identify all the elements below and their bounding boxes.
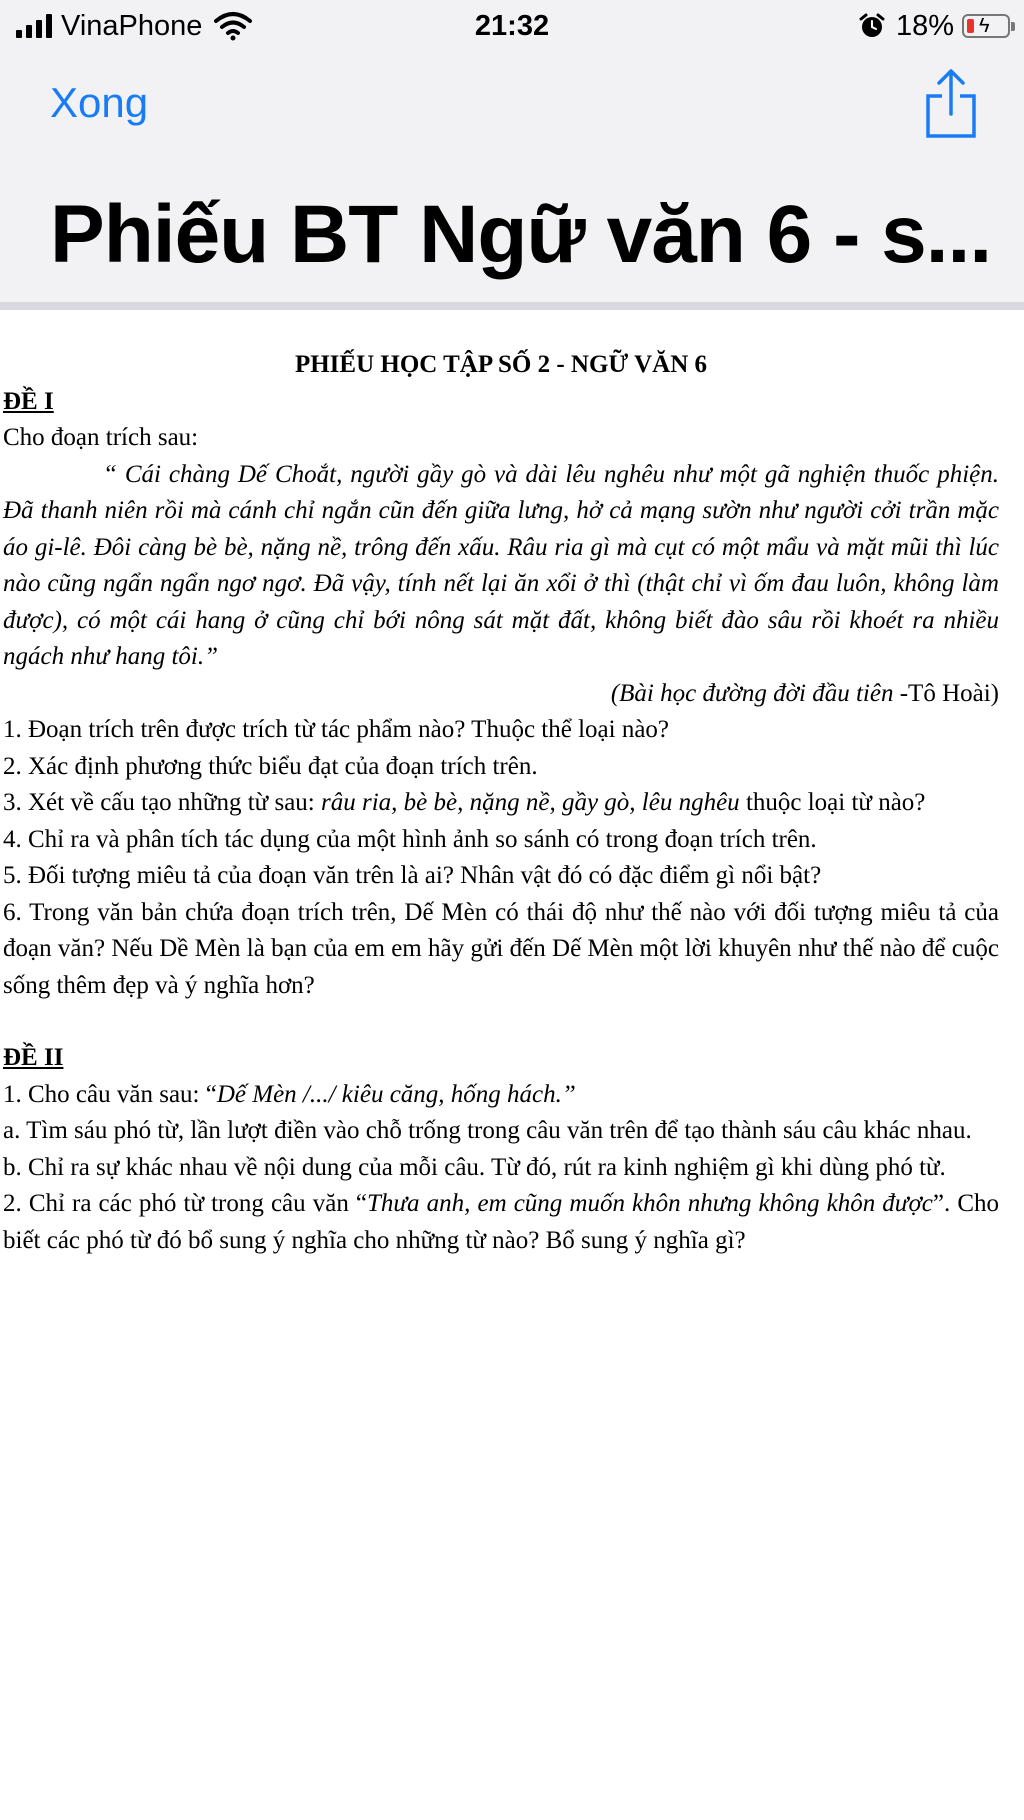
s2-q1-sentence: Dế Mèn /.../ kiêu căng, hống hách.” bbox=[216, 1080, 576, 1108]
battery-fill bbox=[967, 19, 974, 33]
question-6: 6. Trong văn bản chứa đoạn trích trên, Dế Mèn có thái độ như thế nào với đối tượng miêu tả của đoạn văn? Nếu Dề Mèn là bạn của em em hãy gửi đến Dế Mèn một lời khuyên như thế nào để cuộc sống thêm đẹp và ý nghĩa hơn? bbox=[3, 898, 999, 999]
question-3-suffix: thuộc loại từ nào? bbox=[739, 789, 926, 816]
battery-nub bbox=[1011, 22, 1015, 31]
section-2-label: ĐỀ II bbox=[3, 1044, 64, 1071]
section-2-question-1 bbox=[3, 1077, 999, 1114]
question-4: 4. Chỉ ra và phân tích tác dụng của một hình ảnh so sánh có trong đoạn trích trên. bbox=[3, 825, 817, 853]
header-divider bbox=[0, 302, 1024, 310]
charging-bolt-icon: ϟ bbox=[979, 15, 990, 37]
source-author: -Tô Hoài) bbox=[893, 679, 999, 707]
s2-q2-quote: Thưa anh, em cũng muốn khôn nhưng không khôn được bbox=[367, 1190, 933, 1217]
status-bar bbox=[0, 0, 1024, 52]
document-page[interactable] bbox=[3, 347, 999, 1259]
source-title: (Bài học đường đời đầu tiên bbox=[610, 679, 894, 707]
section-1-label: ĐỀ I bbox=[3, 387, 54, 415]
question-1: 1. Đoạn trích trên được trích từ tác phẩm nào? Thuộc thể loại nào? bbox=[3, 716, 670, 743]
document-heading: PHIẾU HỌC TẬP SỐ 2 - NGỮ VĂN 6 bbox=[294, 351, 708, 378]
share-icon[interactable] bbox=[924, 68, 978, 140]
question-3 bbox=[3, 785, 999, 822]
excerpt-source bbox=[3, 676, 999, 713]
carrier-name: VinaPhone bbox=[61, 10, 203, 42]
question-2: 2. Xác định phương thức biểu đạt của đoạn trích trên. bbox=[3, 752, 538, 780]
s2-q2-suffix: ”. Cho biết các phó từ đó bổ sung ý nghĩa cho những từ nào? Bổ sung ý nghĩa gì? bbox=[3, 1190, 999, 1254]
section-2-question-a: a. Tìm sáu phó từ, lần lượt điền vào chỗ trống trong câu văn trên để tạo thành sáu câu khác nhau. bbox=[3, 1117, 972, 1144]
s2-q1-prefix: 1. Cho câu văn sau: “ bbox=[3, 1080, 217, 1108]
status-time: 21:32 bbox=[474, 10, 550, 42]
excerpt-text: “ Cái chàng Dế Choắt, người gầy gò và dài lêu nghêu như một gã nghiện thuốc phiện. Đã thanh niên rồi mà cánh chỉ ngắn cũn đến giữa lưng, hở cả mạng sườn như người cởi trần mặc áo gi-lê. Đôi càng bè bè, nặng nề, trông đến xấu. Râu ria gì mà cụt có một mẩu và mặt mũi thì lúc nào cũng ngẩn ngẩn ngơ ngơ. Đã vậy, tính nết lại ăn xổi ở thì (thật chỉ vì ốm đau luôn, không làm được), có một cái hang ở cũng chỉ bới nông sát mặt đất, không biết đào sâu rồi khoét ra nhiều ngách như hang tôi.” bbox=[3, 460, 999, 670]
alarm-icon bbox=[858, 12, 886, 40]
section-2-question-2 bbox=[3, 1186, 999, 1259]
question-5: 5. Đối tượng miêu tả của đoạn văn trên là ai? Nhân vật đó có đặc điểm gì nổi bật? bbox=[3, 862, 822, 889]
navigation-header bbox=[0, 0, 1024, 305]
battery-icon bbox=[962, 14, 1010, 38]
s2-q2-prefix: 2. Chỉ ra các phó từ trong câu văn “ bbox=[3, 1190, 368, 1217]
question-3-prefix: 3. Xét về cấu tạo những từ sau: bbox=[3, 789, 321, 816]
battery-percent: 18% bbox=[895, 10, 954, 42]
page-title: Phiếu BT Ngữ văn 6 - s... bbox=[50, 189, 992, 280]
status-right-group bbox=[858, 9, 1010, 43]
done-button[interactable]: Xong bbox=[50, 79, 149, 126]
excerpt-intro: Cho đoạn trích sau: bbox=[3, 424, 199, 451]
question-3-words: râu ria, bè bè, nặng nề, gầy gò, lêu nghêu bbox=[321, 789, 740, 816]
section-2-question-b: b. Chỉ ra sự khác nhau về nội dung của mỗi câu. Từ đó, rút ra kinh nghiệm gì khi dùng phó từ. bbox=[3, 1153, 946, 1181]
